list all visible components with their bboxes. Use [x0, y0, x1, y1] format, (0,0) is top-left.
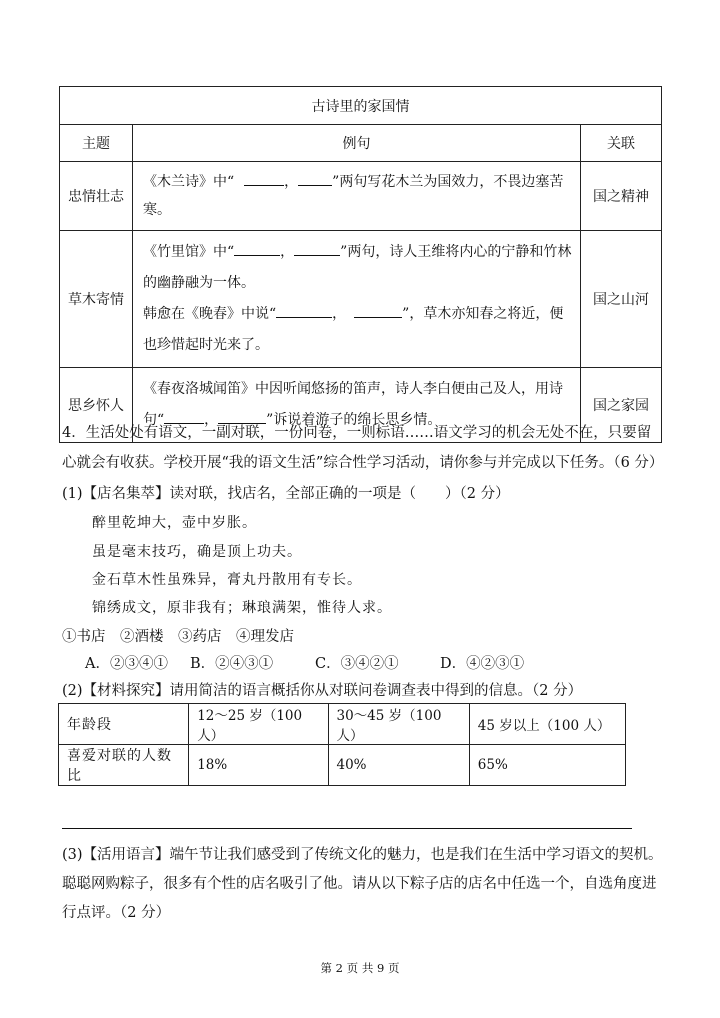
survey-header-age: 年龄段: [59, 704, 189, 745]
survey-header-col: 45 岁以上（100 人）: [469, 704, 625, 745]
q4-intro-line2: 心就会有收获。学校开展“我的语文生活”综合性学习活动，请你参与并完成以下任务。（6 分）: [62, 455, 664, 471]
link-home: 国之家园: [581, 368, 662, 443]
survey-table: [58, 703, 626, 786]
q4-sub3-line1: (3)【活用语言】端午节让我们感受到了传统文化的魅力，也是我们在生活中学习语文的契机。: [62, 847, 663, 863]
option-b[interactable]: B．②④③①: [190, 656, 274, 672]
couplet-1: 醉里乾坤大，壶中岁胀。: [92, 515, 257, 531]
survey-cell: 40%: [328, 745, 469, 786]
link-landscape: 国之山河: [581, 231, 662, 368]
shop-list: ①书店 ②酒楼 ③药店 ④理发店: [62, 629, 294, 645]
link-spirit: 国之精神: [581, 162, 662, 231]
theme-nature: 草木寄情: [60, 231, 133, 368]
answer-blank[interactable]: [298, 171, 332, 186]
example-bamboo-spring: 《竹里馆》中“ ， ”两句，诗人王维将内心的宁静和竹林 的幽静融为一体。 韩愈在《晚春》中说“ ， ”，草木亦知春之将近，便 也珍惜起时光来了。: [133, 231, 581, 368]
couplet-4: 锦绣成文，原非我有；琳琅满架，惟待人求。: [92, 600, 392, 616]
survey-row-label: 喜爱对联的人数比: [59, 745, 189, 786]
answer-blank[interactable]: [276, 303, 332, 318]
header-theme: 主题: [60, 125, 133, 162]
answer-blank[interactable]: [244, 171, 284, 186]
couplet-2: 虽是毫末技巧，确是顶上功夫。: [92, 544, 302, 560]
answer-line[interactable]: [62, 828, 632, 829]
survey-cell: 18%: [189, 745, 328, 786]
answer-blank[interactable]: [354, 303, 402, 318]
q4-sub1: (1)【店名集萃】读对联，找店名，全部正确的一项是（ ）（2 分）: [62, 486, 510, 502]
q4-intro-line1: 4．生活处处有语文，一副对联，一份问卷，一则标语……语文学习的机会无处不在，只要留: [62, 425, 652, 441]
header-link: 关联: [581, 125, 662, 162]
survey-header-col: 12～25 岁（100 人）: [189, 704, 328, 745]
survey-cell: 65%: [469, 745, 625, 786]
q4-sub3-line2: 聪聪网购粽子，很多有个性的店名吸引了他。请从以下粽子店的店名中任选一个，自选角度进: [62, 876, 657, 892]
theme-homesick: 思乡怀人: [60, 368, 133, 443]
option-c[interactable]: C．③④②①: [315, 656, 399, 672]
page-footer: 第 2 页 共 9 页: [320, 961, 400, 975]
q4-sub3-line3: 行点评。（2 分）: [62, 905, 171, 921]
example-flute: 《春夜洛城闻笛》中因听闻悠扬的笛声，诗人李白便由己及人，用诗 句“ ， ”诉说着游子的绵长思乡情。: [133, 368, 581, 443]
answer-blank[interactable]: [234, 241, 280, 256]
option-d[interactable]: D．④②③①: [440, 656, 525, 672]
survey-header-col: 30～45 岁（100 人）: [328, 704, 469, 745]
poem-table-title: 古诗里的家国情: [60, 87, 662, 125]
q4-sub2: (2)【材料探究】请用简洁的语言概括你从对联问卷调查表中得到的信息。（2 分）: [62, 683, 583, 699]
table-row: [59, 704, 626, 745]
answer-blank[interactable]: [294, 241, 340, 256]
couplet-3: 金石草木性虽殊异，膏丸丹散用有专长。: [92, 572, 362, 588]
option-a[interactable]: A．②③④①: [85, 656, 168, 672]
table-row: [59, 745, 626, 786]
theme-loyalty: 忠情壮志: [60, 162, 133, 231]
header-example: 例句: [133, 125, 581, 162]
poem-table: [59, 86, 662, 443]
example-mulan: 《木兰诗》中“ ， ”两句写花木兰为国效力，不畏边塞苦寒。: [133, 162, 581, 231]
